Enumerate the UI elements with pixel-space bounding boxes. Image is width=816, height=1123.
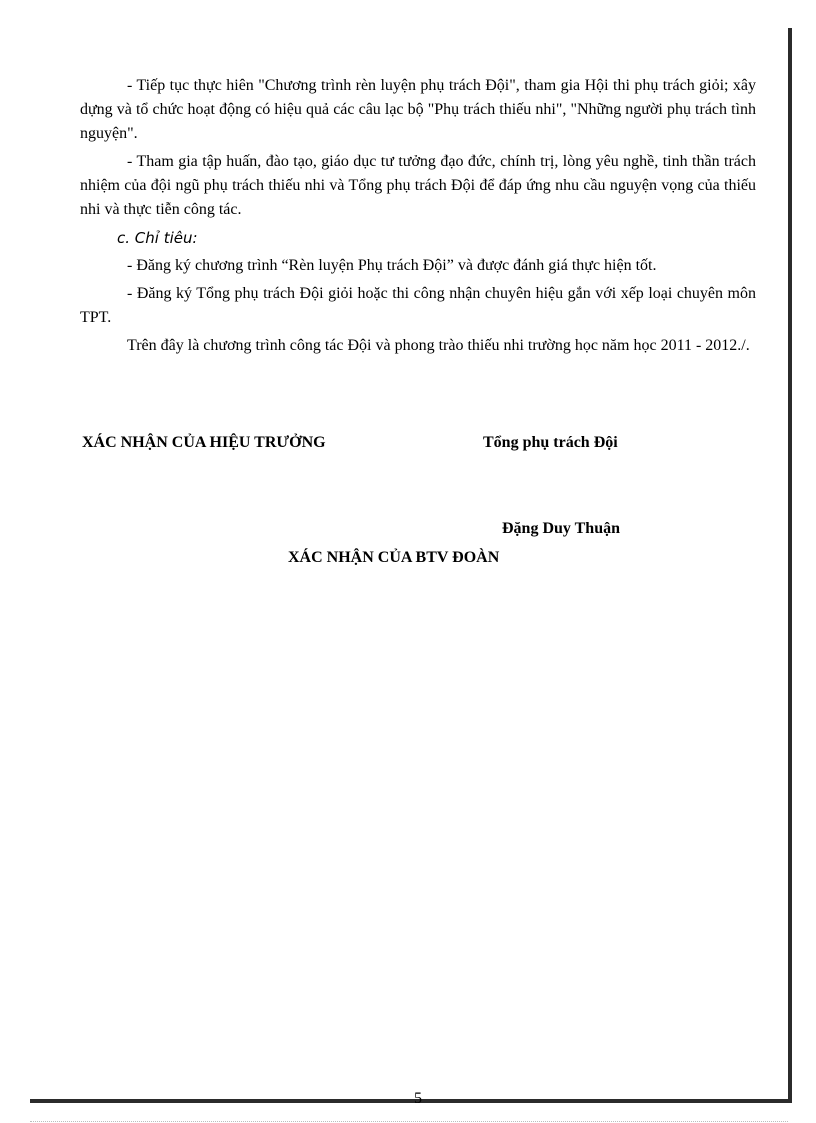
subheading-targets: c. Chỉ tiêu: bbox=[117, 229, 198, 247]
target-item-certification: - Đăng ký Tổng phụ trách Đội giỏi hoặc thi công nhận chuyên hiệu gắn với xếp loại chuyên môn TPT. bbox=[80, 285, 756, 326]
leader-title: Tổng phụ trách Đội bbox=[483, 434, 618, 451]
leader-name: Đặng Duy Thuận bbox=[502, 520, 620, 537]
target-item-program: - Đăng ký chương trình “Rèn luyện Phụ trách Đội” và được đánh giá thực hiện tốt. bbox=[127, 257, 657, 274]
paragraph-training: - Tham gia tập huấn, đào tạo, giáo dục tư tưởng đạo đức, chính trị, lòng yêu nghề, tinh thần trách nhiệm của đội ngũ phụ trách thiếu nhi và Tổng phụ trách Đội để đáp ứng nhu cầu nguyện vọng của thiếu nhi và thực tiễn công tác. bbox=[80, 153, 756, 218]
page-number: 5 bbox=[414, 1090, 422, 1107]
document-body bbox=[80, 74, 756, 362]
paragraph-activity-program: - Tiếp tục thực hiên "Chương trình rèn luyện phụ trách Đội", tham gia Hội thi phụ trách giỏi; xây dựng và tổ chức hoạt động có hiệu quả các câu lạc bộ "Phụ trách thiếu nhi", "Những người phụ trách tình nguyện". bbox=[80, 77, 756, 142]
closing-paragraph: Trên đây là chương trình công tác Đội và phong trào thiếu nhi trường học năm học 2011 - 2012./. bbox=[127, 337, 750, 354]
youth-union-confirmation-heading: XÁC NHẬN CỦA BTV ĐOÀN bbox=[288, 549, 500, 566]
bottom-dotted-line bbox=[30, 1121, 788, 1122]
principal-confirmation-heading: XÁC NHẬN CỦA HIỆU TRƯỞNG bbox=[82, 434, 326, 451]
